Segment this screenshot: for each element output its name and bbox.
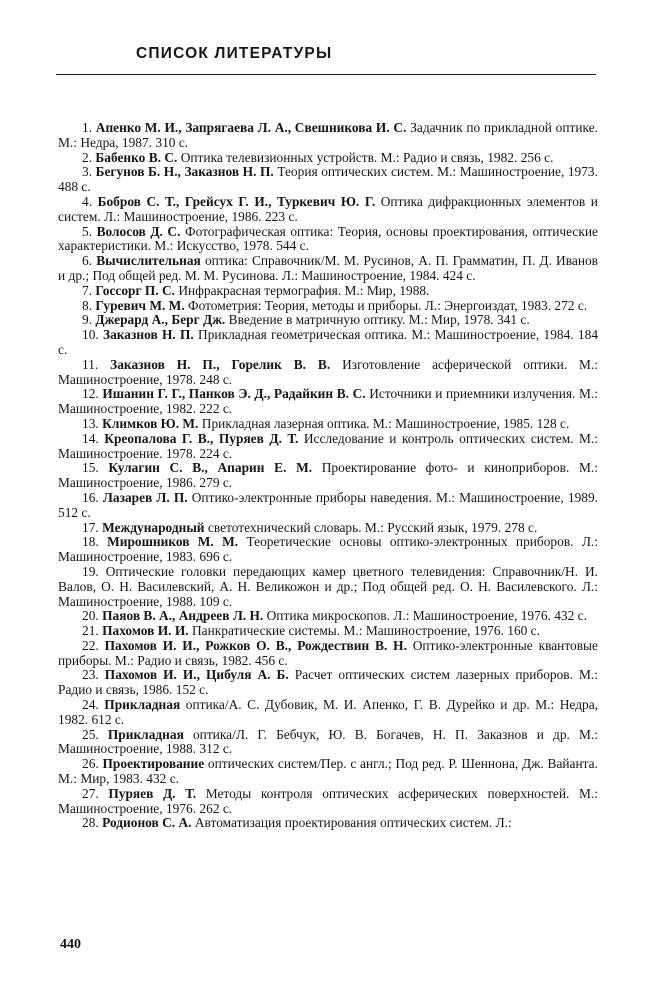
reference-entry [58,491,598,521]
reference-number: 28. [82,815,99,831]
reference-text: Источники и приемники излучения. М.: Машиностроение, 1982. 222 с. [58,386,598,417]
reference-number: 1. [82,120,93,135]
reference-number: 11. [82,356,99,372]
reference-number: 20. [82,608,99,624]
reference-authors: Пахомов И. И. [102,623,189,639]
reference-number: 5. [82,223,93,239]
reference-number: 8. [82,297,93,313]
reference-number: 7. [82,282,93,298]
reference-number: 17. [82,519,99,535]
reference-entry [58,787,598,817]
reference-entry [58,313,598,328]
reference-text: Изготовление асферической оптики. М.: Машиностроение, 1978. 248 с. [58,356,598,387]
reference-entry [58,225,598,255]
header-rule [56,74,596,75]
reference-text: оптика: Справочник/М. М. Русинов, А. П. Грамматин, П. Д. Иванов и др.; Под общей ред. М. М. Русинова. Л.: Машиностроение, 1984. 424 с. [58,253,599,283]
reference-authors: Лазарев Л. П. [102,489,188,505]
reference-authors: Ишанин Г. Г., Панков Э. Д., Радайкин В. С. [102,386,366,402]
reference-entry [58,624,598,639]
reference-authors: Вычислительная [96,253,201,269]
reference-authors: Международный [102,519,205,535]
reference-text: Задачник по прикладной оптике. М.: Недра, 1987. 310 с. [58,120,598,150]
reference-text: Теория оптических систем. М.: Машиностроение, 1973. 488 с. [58,164,598,195]
reference-entry [58,151,598,166]
reference-authors: Родионов С. А. [102,815,192,831]
reference-authors: Госсорг П. С. [95,282,176,298]
reference-list [58,121,598,831]
reference-number: 26. [82,756,99,772]
reference-number: 3. [82,164,93,180]
reference-entry [58,757,598,787]
reference-number: 10. [82,327,99,343]
reference-authors: Пахомов И. И., Цибуля А. Б. [104,667,289,683]
reference-text: Автоматизация проектирования оптических систем. Л.: [194,815,512,831]
reference-entry [58,417,598,432]
reference-entry [58,387,598,417]
reference-entry [58,358,598,388]
reference-entry [58,461,598,491]
reference-text: Фотографическая оптика: Теория, основы проектирования, оптические характеристики. М.: Искусство, 1978. 544 с. [58,223,598,254]
reference-text: Оптика телевизионных устройств. М.: Радио и связь, 1982. 256 с. [180,149,554,165]
reference-number: 12. [82,386,99,402]
reference-text: Панкратические системы. М.: Машиностроение, 1976. 160 с. [191,623,540,639]
reference-authors: Волосов Д. С. [96,223,181,239]
reference-number: 25. [82,726,99,742]
reference-entry [58,668,598,698]
reference-text: светотехнический словарь. М.: Русский язык, 1979. 278 с. [207,519,538,535]
reference-number: 2. [82,149,93,165]
reference-number: 27. [82,785,99,801]
reference-number: 16. [82,489,99,505]
reference-number: 9. [82,312,93,328]
reference-entry [58,432,598,462]
reference-text: Прикладная геометрическая оптика. М.: Машиностроение, 1984. 184 с. [58,327,599,357]
reference-text: оптических систем/Пер. с англ.; Под ред. Р. Шеннона, Дж. Вайанта. М.: Мир, 1983. 432 с. [58,756,598,787]
reference-entry [58,609,598,624]
reference-entry [58,728,598,758]
reference-text: Оптико-электронные приборы наведения. М.: Машиностроение, 1989. 512 с. [58,489,599,520]
reference-text: Расчет оптических систем лазерных приборов. М.: Радио и связь, 1986. 152 с. [58,667,598,698]
reference-text: Фотометрия: Теория, методы и приборы. Л.: Энергоиздат, 1983. 272 с. [188,297,588,313]
reference-entry [58,121,598,151]
reference-authors: Бабенко В. С. [95,149,178,165]
reference-text: оптика/А. С. Дубовик, М. И. Апенко, Г. В. Дурейко и др. М.: Недра, 1982. 612 с. [58,697,598,727]
page-number: 440 [60,937,81,952]
reference-number: 15. [82,460,99,476]
reference-authors: Прикладная [104,697,181,713]
reference-authors: Джерард А., Берг Дж. [95,312,226,328]
reference-authors: Заказнов Н. П. [103,327,194,343]
reference-entry [58,535,598,565]
reference-text: Оптика микроскопов. Л.: Машиностроение, 1976. 432 с. [266,608,587,624]
reference-authors: Апенко М. И., Запрягаева Л. А., Свешникова И. С. [95,120,407,135]
reference-entry [58,328,598,358]
reference-text: Методы контроля оптических асферических поверхностей. М.: Машиностроение, 1976. 262 с. [58,785,598,816]
reference-entry [58,521,598,536]
reference-number: 14. [82,430,99,446]
reference-text: Оптические головки передающих камер цветного телевидения: Справочник/Н. И. Валов, О. Н. Василевский, А. Н. Великожон и др.; Под общей ред. О. Н. Василевского. Л.: Машиностроение, 1988. 109 с. [58,563,598,609]
reference-entry [58,284,598,299]
reference-authors: Прикладная [107,726,184,742]
reference-authors: Гуревич М. М. [95,297,185,313]
reference-authors: Бобров С. Т., Грейсух Г. И., Туркевич Ю. Г. [97,193,376,209]
reference-text: Исследование и контроль оптических систем. М.: Машиностроение. 1978. 224 с. [58,430,598,461]
reference-text: оптика/Л. Г. Бебчук, Ю. В. Богачев, Н. П. Заказнов и др. М.: Машиностроение, 1988. 312 с. [58,726,598,757]
reference-entry [58,165,598,195]
reference-number: 21. [82,623,99,639]
reference-number: 6. [82,253,93,269]
reference-text: Проектирование фото- и киноприборов. М.: Машиностроение, 1986. 279 с. [58,460,598,491]
reference-number: 18. [82,534,99,550]
reference-text: Инфракрасная термография. М.: Мир, 1988. [178,282,430,298]
reference-authors: Кулагин С. В., Апарин Е. М. [108,460,313,476]
reference-entry [58,698,598,728]
reference-entry [58,639,598,669]
reference-text: Введение в матричную оптику. М.: Мир, 1978. 341 с. [228,312,530,328]
reference-text: Прикладная лазерная оптика. М.: Машиностроение, 1985. 128 с. [201,415,570,431]
reference-text: Теоретические основы оптико-электронных приборов. Л.: Машиностроение, 1983. 696 с. [58,534,598,565]
reference-text: Оптика дифракционных элементов и систем. Л.: Машиностроение, 1986. 223 с. [58,193,598,224]
page-header [136,45,332,63]
reference-entry [58,299,598,314]
reference-authors: Мирошников М. М. [107,534,239,550]
reference-number: 4. [82,193,93,209]
reference-number: 19. [82,563,99,579]
reference-authors: Проектирование [102,756,205,772]
reference-number: 22. [82,637,99,653]
reference-authors: Паяов В. А., Андреев Л. Н. [102,608,264,624]
reference-entry [58,816,598,831]
reference-entry [58,254,598,284]
reference-entry [58,195,598,225]
reference-authors: Креопалова Г. В., Пуряев Д. Т. [104,430,299,446]
reference-authors: Пуряев Д. Т. [108,785,197,801]
reference-number: 23. [82,667,99,683]
reference-authors: Пахомов И. И., Рожков О. В., Рождествин В. Н. [104,637,407,653]
section-title: СПИСОК ЛИТЕРАТУРЫ [136,45,333,62]
reference-authors: Бегунов Б. Н., Заказнов Н. П. [95,164,274,180]
reference-number: 24. [82,697,99,713]
reference-entry [58,565,598,609]
reference-authors: Климков Ю. М. [102,415,199,431]
reference-text: Оптико-электронные квантовые приборы. М.: Радио и связь, 1982. 456 с. [58,637,598,668]
reference-authors: Заказнов Н. П., Горелик В. В. [110,356,331,372]
reference-number: 13. [82,415,99,431]
